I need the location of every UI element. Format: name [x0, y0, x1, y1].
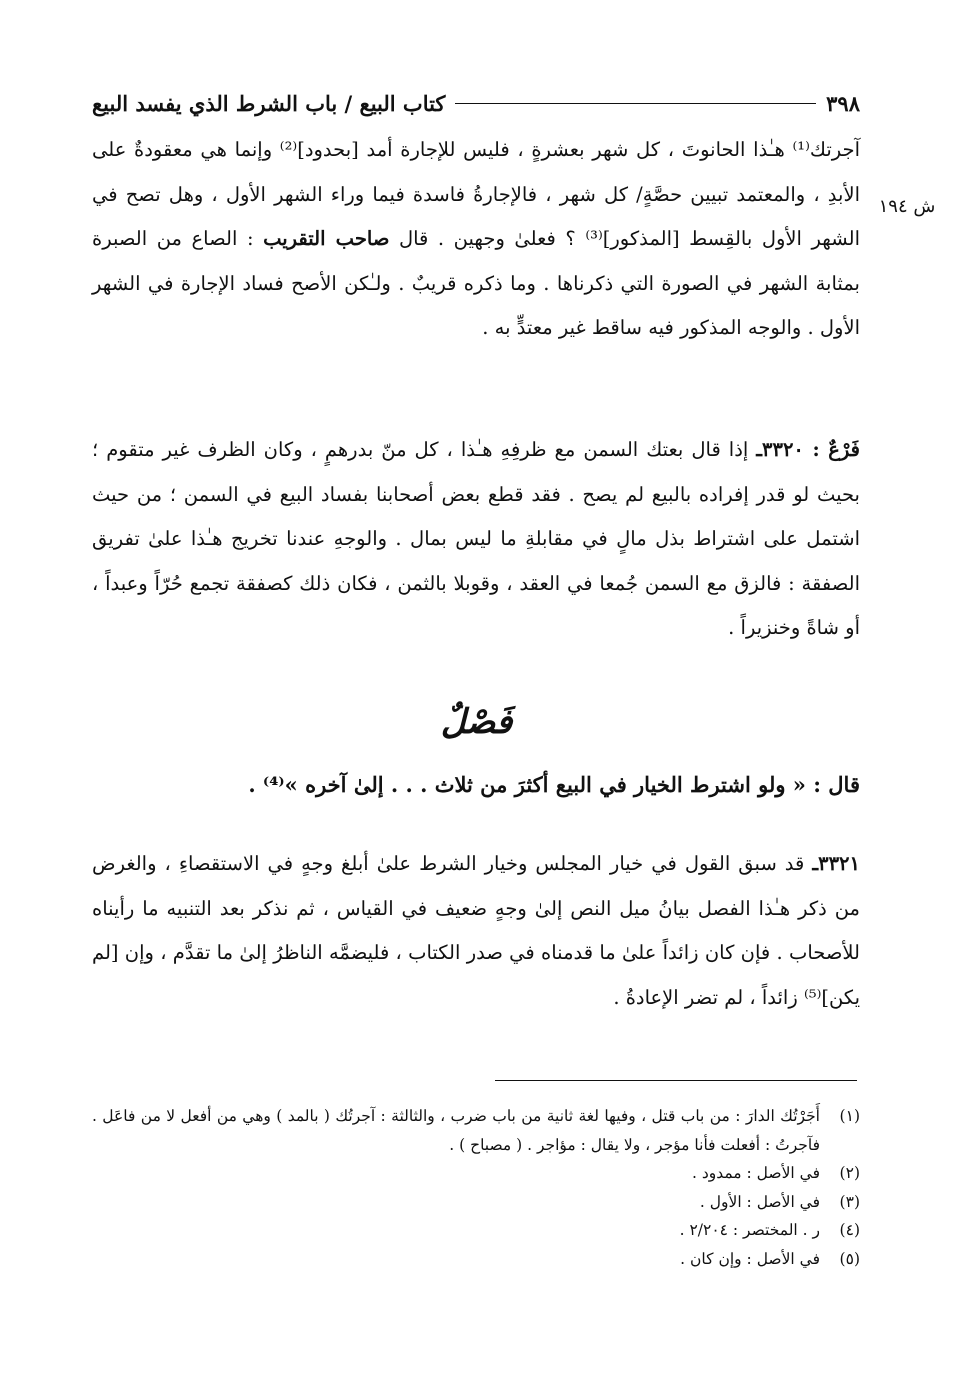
footnote-5: [92, 1245, 860, 1274]
footnote-number: (٣): [839, 1192, 860, 1211]
header-rule: [455, 103, 816, 104]
paragraph-3-text: قد سبق القول في خيار المجلس وخيار الشرط علىٰ أبلغ وجهٍ في الاستقصاءِ ، والغرض من ذكر هـٰذا الفصل بيانُ ميل النص إلىٰ وجهٍ ضعيف في القياس ، ثم نذكر بعد التنبيه ما رأيناه للأصحاب . فإن كان زائداً علىٰ ما قدمناه في صدر الكتاب ، فليضمَّه الناظرُ إلىٰ ما تقدَّم ، وإن [لم يكن]⁽⁵⁾ زائداً ، لم تضر الإعادةُ .: [92, 852, 860, 1009]
paragraph-1-text: آجرتك⁽¹⁾ هـٰذا الحانوتَ ، كل شهر بعشرةٍ ، فليس للإجارة أمد [بحدود]⁽²⁾ وإنما هي معقودةٌ على الأبدِ ، والمعتمد تبيين حصَّةٍ/ كل شهر ، فالإجارةُ فاسدة فيما وراء الشهر الأول ، وهل تصح في الشهر الأول بالقِسط [المذكور]⁽³⁾ ؟ فعلىٰ وجهين . قال: [92, 138, 860, 250]
paragraph-1-rest: : الصاع من الصبرة بمثابة الشهر في الصورة التي ذكرناها . وما ذكره قريبٌ . ولـٰكن الأصح فساد الإجارة في الشهر الأول . والوجه المذكور فيه ساقط غير معتدٍّ به .: [92, 227, 860, 339]
paragraph-2-lead: فَرْعٌ : ٣٣٢٠ـ: [756, 438, 860, 461]
footnote-text: في الأصل : الأول .: [699, 1192, 820, 1211]
footnote-2: [92, 1159, 860, 1188]
footnote-4: [92, 1216, 860, 1245]
footnote-text: ر . المختصر : ٢/٢٠٤ .: [679, 1221, 820, 1239]
footnote-text: في الأصل : ممدود .: [691, 1164, 820, 1182]
footnote-number: (٢): [839, 1164, 860, 1182]
footnote-number: (١): [839, 1107, 860, 1125]
footnote-text: أَجَرْتُك الدارَ : من باب قتل ، وفيها لغة ثانية من باب ضرب ، والثالثة : آجرتُك ( بالمد ) وهي من أفعل لا من فاعَل . فآجرتُ : أفعلت فأنا مؤجر ، ولا يقال : مؤاجر . ( مصباح ) .: [92, 1107, 820, 1154]
paragraph-1: [92, 128, 860, 351]
footnote-1: [92, 1102, 860, 1159]
footnote-3: [92, 1188, 860, 1217]
paragraph-1-bold: صاحب التقريب: [263, 227, 390, 250]
section-heading-fasl: فَصْلٌ: [440, 702, 513, 742]
footnotes: [92, 1102, 860, 1273]
paragraph-3: [92, 842, 860, 1020]
running-title: كتاب البيع / باب الشرط الذي يفسد البيع: [92, 90, 446, 116]
running-header: [92, 86, 860, 120]
paragraph-2-text: إذا قال بعتك السمن مع ظرفِهِ هـٰذا ، كل منّ بدرهمٍ ، وكان الظرف غير متقوم ؛ بحيث لو قدر إفراده بالبيع لم يصح . فقد قطع بعض أصحابنا بفساد البيع في السمن ؛ من حيث اشتمل على اشتراط بذل مالٍ في مقابلةِ ما ليس بمال . والوجهِ عندنا تخريج هـٰذا علىٰ تفريق الصفقة : فالزق مع السمن جُمعا في العقد ، وقوبلا بالثمن ، فكان ذلك كصفقة تجمع حُرّاً وعبداً ، أو شاةً وخنزيراً .: [92, 438, 860, 639]
footnote-number: (٤): [839, 1221, 860, 1239]
page-number: ٣٩٨: [826, 90, 860, 116]
quoted-heading: قال : « ولو اشترط الخيار في البيع أكثرَ من ثلاث . . . إلىٰ آخره »⁽⁴⁾ .: [248, 772, 860, 797]
margin-manuscript-ref: ش ١٩٤: [878, 196, 936, 217]
footnote-number: (٥): [839, 1249, 860, 1268]
paragraph-3-lead: ٣٣٢١ـ: [812, 852, 860, 875]
paragraph-2: [92, 428, 860, 651]
footnote-rule: [495, 1080, 857, 1081]
footnote-text: في الأصل : وإن كان .: [680, 1249, 820, 1268]
